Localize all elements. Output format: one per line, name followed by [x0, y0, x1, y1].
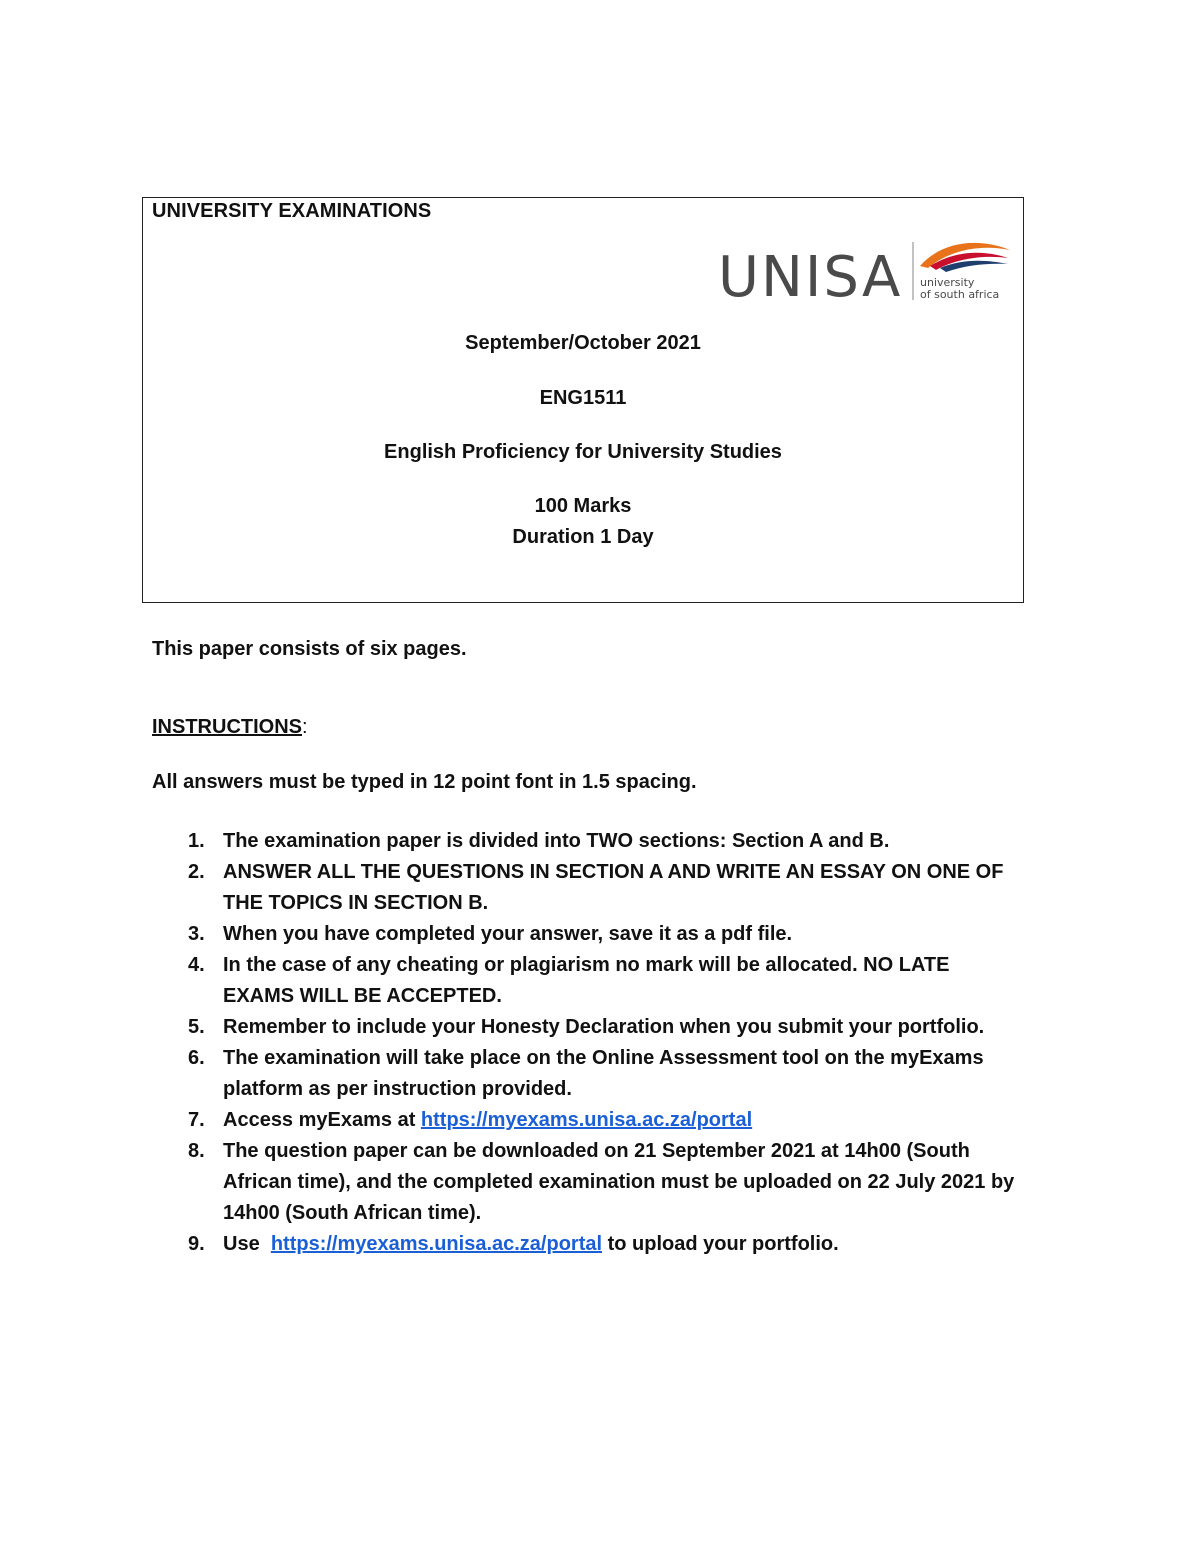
list-item-text: The examination paper is divided into TWO sections: Section A and B.	[223, 830, 890, 852]
exam-session: September/October 2021	[465, 332, 701, 354]
list-item	[152, 1136, 1018, 1229]
list-item	[152, 826, 1018, 857]
list-item-text-after: to upload your portfolio.	[602, 1233, 839, 1255]
total-marks: 100 Marks	[534, 495, 632, 517]
myexams-portal-link[interactable]: https://myexams.unisa.ac.za/portal	[420, 1109, 753, 1131]
list-item	[152, 919, 1018, 950]
module-name: English Proficiency for University Studies	[384, 441, 782, 463]
list-item	[152, 1012, 1018, 1043]
module-code: ENG1511	[539, 387, 627, 409]
exam-duration: Duration 1 Day	[512, 526, 654, 548]
exam-title: UNIVERSITY EXAMINATIONS	[152, 200, 432, 222]
upload-portal-link[interactable]: https://myexams.unisa.ac.za/portal	[270, 1233, 603, 1255]
list-item	[152, 950, 1018, 1012]
logo-wordmark: UNISA	[718, 245, 903, 302]
instructions-heading	[152, 716, 308, 739]
unisa-logo	[718, 236, 1018, 302]
list-item-number: 7.	[188, 1109, 205, 1131]
logo-tagline-2: of south africa	[920, 288, 1000, 301]
list-item-text: Use	[223, 1233, 271, 1255]
instructions-heading-colon: :	[302, 716, 308, 738]
list-item-text: In the case of any cheating or plagiarism no mark will be allocated. NO LATE EXAMS WILL BE ACCEPTED.	[223, 954, 950, 1007]
list-item-number: 8.	[188, 1140, 205, 1162]
list-item-text: The question paper can be downloaded on 21 September 2021 at 14h00 (South African time), and the completed examination must be uploaded on 22 July 2021 by 14h00 (South African time).	[223, 1140, 1015, 1224]
list-item-text: Remember to include your Honesty Declaration when you submit your portfolio.	[223, 1016, 985, 1038]
list-item	[152, 1229, 1018, 1260]
list-item-number: 6.	[188, 1047, 205, 1069]
list-item	[152, 857, 1018, 919]
list-item-number: 2.	[188, 861, 205, 883]
list-item	[152, 1043, 1018, 1105]
instructions-heading-text: INSTRUCTIONS	[152, 716, 302, 738]
list-item	[152, 1105, 1018, 1136]
list-item-text: ANSWER ALL THE QUESTIONS IN SECTION A AND WRITE AN ESSAY ON ONE OF THE TOPICS IN SECTION B.	[223, 861, 1004, 914]
list-item-text: Access myExams at	[223, 1109, 421, 1131]
instructions-list	[152, 826, 1018, 1260]
list-item-number: 5.	[188, 1016, 205, 1038]
list-item-text: The examination will take place on the Online Assessment tool on the myExams platform as per instruction provided.	[223, 1047, 984, 1100]
list-item-number: 9.	[188, 1233, 205, 1255]
list-item-text: When you have completed your answer, save it as a pdf file.	[223, 923, 793, 945]
list-item-number: 3.	[188, 923, 205, 945]
instructions-intro: All answers must be typed in 12 point font in 1.5 spacing.	[152, 771, 697, 793]
list-item-number: 1.	[188, 830, 205, 852]
list-item-number: 4.	[188, 954, 205, 976]
logo-tagline-1: university	[920, 276, 975, 289]
pages-note: This paper consists of six pages.	[152, 638, 467, 660]
